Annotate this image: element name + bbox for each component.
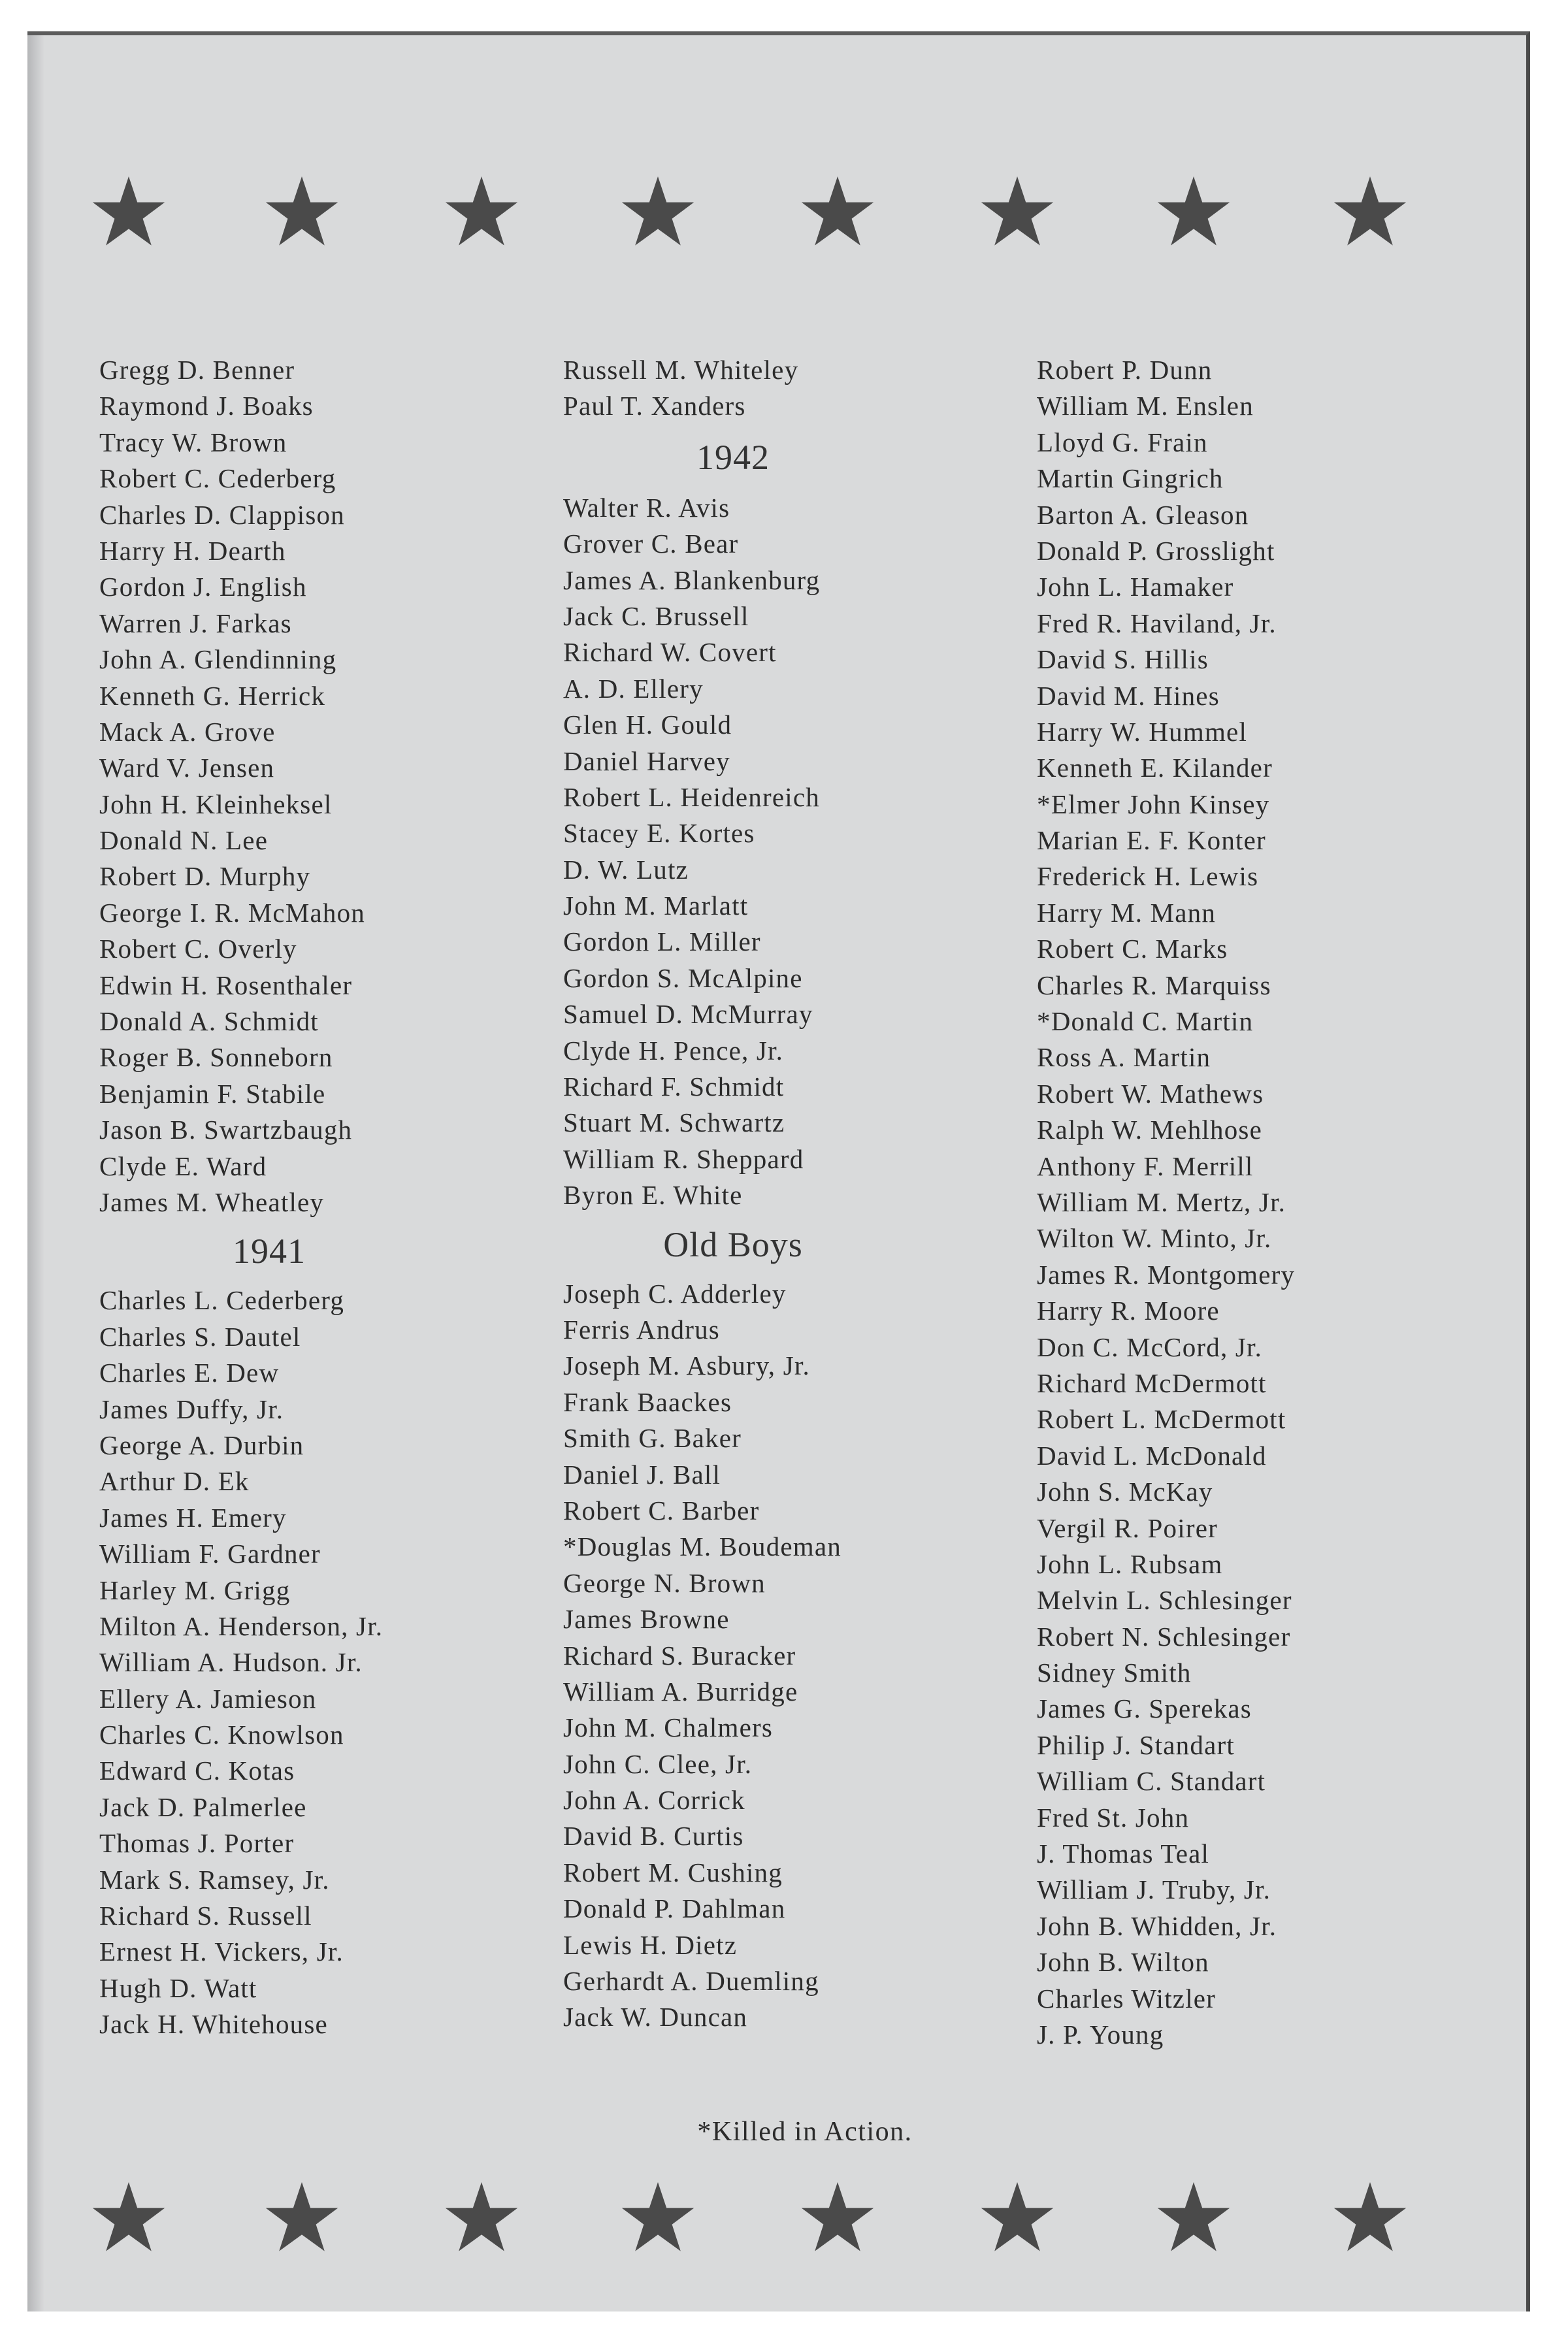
star-icon <box>263 2178 341 2257</box>
star-icon <box>442 2178 521 2257</box>
list-item: Ralph W. Mehlhose <box>1037 1115 1262 1145</box>
list-item: John A. Glendinning <box>99 644 337 675</box>
list-item: Melvin L. Schlesinger <box>1037 1585 1292 1616</box>
list-item: George I. R. McMahon <box>99 897 365 928</box>
list-item: John M. Marlatt <box>563 890 749 921</box>
star-row-bottom <box>27 2178 1530 2263</box>
list-item: Robert D. Murphy <box>99 861 311 892</box>
list-item: James Browne <box>563 1604 730 1635</box>
list-item: Philip J. Standart <box>1037 1729 1235 1760</box>
list-item: Harley M. Grigg <box>99 1575 291 1605</box>
list-item: Ross A. Martin <box>1037 1042 1211 1073</box>
list-item: Daniel J. Ball <box>563 1459 721 1490</box>
list-item: D. W. Lutz <box>563 854 689 885</box>
list-item: *Elmer John Kinsey <box>1037 789 1270 819</box>
list-item: John S. McKay <box>1037 1477 1213 1507</box>
list-item: Donald P. Dahlman <box>563 1893 786 1924</box>
list-item: Richard F. Schmidt <box>563 1071 785 1102</box>
list-item: Thomas J. Porter <box>99 1828 295 1859</box>
list-item: J. Thomas Teal <box>1037 1838 1210 1869</box>
list-item: John C. Clee, Jr. <box>563 1748 753 1779</box>
list-item: Tracy W. Brown <box>99 427 287 457</box>
list-item: Anthony F. Merrill <box>1037 1151 1254 1181</box>
list-item: Robert L. Heidenreich <box>563 781 820 812</box>
list-item: Vergil R. Poirer <box>1037 1512 1218 1543</box>
star-icon <box>90 2178 168 2257</box>
list-item: John B. Whidden, Jr. <box>1037 1910 1277 1941</box>
year-heading-1942: 1942 <box>696 437 770 477</box>
list-item: Robert C. Marks <box>1037 934 1228 964</box>
star-icon <box>1331 2178 1409 2257</box>
list-item: Don C. McCord, Jr. <box>1037 1331 1263 1362</box>
list-item: Wilton W. Minto, Jr. <box>1037 1223 1272 1254</box>
list-item: Glen H. Gould <box>563 710 732 740</box>
list-item: Harry R. Moore <box>1037 1296 1220 1326</box>
list-item: Gerhardt A. Duemling <box>563 1966 819 1997</box>
list-item: William F. Gardner <box>99 1539 321 1569</box>
name-list-col1-top <box>99 352 557 1220</box>
list-item: J. P. Young <box>1037 2019 1164 2050</box>
list-item: Mark S. Ramsey, Jr. <box>99 1864 330 1895</box>
list-item: Lloyd G. Frain <box>1037 427 1208 457</box>
list-item: Clyde H. Pence, Jr. <box>563 1035 784 1066</box>
list-item: Ernest H. Vickers, Jr. <box>99 1936 344 1967</box>
list-item: John B. Wilton <box>1037 1947 1209 1978</box>
list-item: Donald A. Schmidt <box>99 1006 319 1037</box>
list-item: Robert L. McDermott <box>1037 1404 1286 1435</box>
list-item: Ward V. Jensen <box>99 753 275 783</box>
list-item: Sidney Smith <box>1037 1658 1192 1688</box>
star-icon <box>798 2178 877 2257</box>
list-item: Richard McDermott <box>1037 1367 1267 1398</box>
list-item: John L. Rubsam <box>1037 1548 1223 1579</box>
list-item: James A. Blankenburg <box>563 564 821 595</box>
list-item: William A. Burridge <box>563 1676 798 1707</box>
list-item: Robert N. Schlesinger <box>1037 1621 1291 1652</box>
list-item: George N. Brown <box>563 1567 766 1598</box>
list-item: Stacey E. Kortes <box>563 818 755 849</box>
list-item: George A. Durbin <box>99 1429 304 1460</box>
list-item: Joseph M. Asbury, Jr. <box>563 1350 810 1381</box>
footnote-killed-in-action: *Killed in Action. <box>697 2117 913 2147</box>
list-item: Frank Baackes <box>563 1386 732 1417</box>
list-item: Daniel Harvey <box>563 745 730 776</box>
list-item: Joseph C. Adderley <box>563 1278 787 1309</box>
list-item: Charles Witzler <box>1037 1983 1217 2014</box>
list-item: William A. Hudson. Jr. <box>99 1647 363 1678</box>
list-item: Charles L. Cederberg <box>99 1285 345 1316</box>
list-item: Raymond J. Boaks <box>99 391 314 421</box>
list-item: A. D. Ellery <box>563 673 704 704</box>
name-list-col2-top <box>563 352 1021 425</box>
list-item: Harry M. Mann <box>1037 897 1217 928</box>
list-item: Gordon J. English <box>99 572 307 602</box>
list-item: Jack H. Whitehouse <box>99 2009 328 2040</box>
list-item: Charles S. Dautel <box>99 1321 301 1352</box>
list-item: Warren J. Farkas <box>99 608 292 638</box>
list-item: David B. Curtis <box>563 1821 744 1852</box>
name-list-col3 <box>1037 352 1494 2053</box>
list-item: Jason B. Swartzbaugh <box>99 1115 353 1145</box>
list-item: Barton A. Gleason <box>1037 499 1249 530</box>
list-item: Robert P. Dunn <box>1037 355 1213 385</box>
list-item: Mack A. Grove <box>99 716 276 747</box>
page <box>27 31 1530 2311</box>
list-item: James H. Emery <box>99 1502 287 1533</box>
column-2 <box>563 352 1021 2036</box>
list-item: Harry W. Hummel <box>1037 716 1248 747</box>
star-icon <box>1331 172 1409 251</box>
column-3 <box>1037 352 1494 2053</box>
list-item: Fred R. Haviland, Jr. <box>1037 608 1277 638</box>
list-item: Byron E. White <box>563 1180 743 1211</box>
list-item: Jack C. Brussell <box>563 600 749 631</box>
column-1 <box>99 352 557 2043</box>
list-item: John L. Hamaker <box>1037 572 1234 602</box>
heading-old-boys: Old Boys <box>663 1224 803 1264</box>
list-item: Robert W. Mathews <box>1037 1078 1264 1109</box>
star-row-top <box>27 172 1530 257</box>
star-icon <box>263 172 341 251</box>
star-icon <box>798 172 877 251</box>
list-item: Donald P. Grosslight <box>1037 535 1275 566</box>
list-item: Arthur D. Ek <box>99 1466 250 1497</box>
list-item: James Duffy, Jr. <box>99 1394 284 1424</box>
list-item: James R. Montgomery <box>1037 1259 1296 1290</box>
list-item: Samuel D. McMurray <box>563 999 813 1030</box>
list-item: Charles D. Clappison <box>99 499 345 530</box>
list-item: Benjamin F. Stabile <box>99 1078 326 1109</box>
list-item: Richard S. Russell <box>99 1901 312 1931</box>
list-item: Robert C. Overly <box>99 934 297 964</box>
name-list-1941 <box>99 1282 557 2042</box>
list-item: Ellery A. Jamieson <box>99 1683 317 1714</box>
star-icon <box>442 172 521 251</box>
list-item: David M. Hines <box>1037 680 1220 711</box>
list-item: Charles C. Knowlson <box>99 1720 344 1750</box>
list-item: Grover C. Bear <box>563 529 739 559</box>
list-item: Stuart M. Schwartz <box>563 1107 785 1138</box>
list-item: William M. Mertz, Jr. <box>1037 1186 1286 1217</box>
list-item: Gregg D. Benner <box>99 355 295 385</box>
list-item: Roger B. Sonneborn <box>99 1042 333 1073</box>
list-item: Harry H. Dearth <box>99 535 286 566</box>
list-item: Jack W. Duncan <box>563 2002 748 2033</box>
list-item: Walter R. Avis <box>563 492 730 523</box>
list-item: James G. Sperekas <box>1037 1693 1252 1724</box>
star-icon <box>978 172 1056 251</box>
list-item: Paul T. Xanders <box>563 391 746 421</box>
list-item: William J. Truby, Jr. <box>1037 1874 1271 1905</box>
star-icon <box>978 2178 1056 2257</box>
list-item: Russell M. Whiteley <box>563 355 799 385</box>
year-heading-1941: 1941 <box>233 1232 306 1271</box>
list-item: William C. Standart <box>1037 1766 1266 1797</box>
list-item: Donald N. Lee <box>99 825 269 856</box>
list-item: Marian E. F. Konter <box>1037 825 1266 856</box>
list-item: Jack D. Palmerlee <box>99 1791 307 1822</box>
list-item: Ferris Andrus <box>563 1314 720 1345</box>
star-icon <box>1154 172 1233 251</box>
list-item: David L. McDonald <box>1037 1440 1267 1471</box>
list-item: Kenneth G. Herrick <box>99 680 326 711</box>
list-item: Gordon S. McAlpine <box>563 962 803 993</box>
list-item: Richard S. Buracker <box>563 1640 796 1671</box>
star-icon <box>90 172 168 251</box>
list-item: John M. Chalmers <box>563 1712 773 1743</box>
list-item: Milton A. Henderson, Jr. <box>99 1610 384 1641</box>
list-item: Martin Gingrich <box>1037 463 1224 494</box>
list-item: Clyde E. Ward <box>99 1151 267 1181</box>
list-item: Robert C. Cederberg <box>99 463 336 494</box>
list-item: Gordon L. Miller <box>563 926 761 957</box>
list-item: *Donald C. Martin <box>1037 1006 1254 1037</box>
list-item: James M. Wheatley <box>99 1186 325 1217</box>
list-item: Richard W. Covert <box>563 637 777 668</box>
list-item: William R. Sheppard <box>563 1143 804 1174</box>
list-item: Charles E. Dew <box>99 1358 280 1388</box>
list-item: William M. Enslen <box>1037 391 1254 421</box>
list-item: Lewis H. Dietz <box>563 1929 738 1960</box>
name-list-1942 <box>563 490 1021 1214</box>
list-item: Edward C. Kotas <box>99 1756 295 1786</box>
list-item: *Douglas M. Boudeman <box>563 1531 841 1562</box>
star-icon <box>619 172 697 251</box>
list-item: Robert C. Barber <box>563 1495 760 1526</box>
list-item: David S. Hillis <box>1037 644 1209 675</box>
star-icon <box>619 2178 697 2257</box>
list-item: Smith G. Baker <box>563 1423 742 1454</box>
list-item: Hugh D. Watt <box>99 1972 257 2003</box>
page-edge-shadow <box>27 35 44 2311</box>
list-item: John A. Corrick <box>563 1785 745 1816</box>
list-item: Robert M. Cushing <box>563 1857 783 1887</box>
list-item: Fred St. John <box>1037 1802 1190 1833</box>
list-item: Kenneth E. Kilander <box>1037 753 1273 783</box>
list-item: John H. Kleinheksel <box>99 789 333 819</box>
list-item: Charles R. Marquiss <box>1037 970 1271 1000</box>
list-item: Frederick H. Lewis <box>1037 861 1259 892</box>
name-list-old-boys <box>563 1276 1021 2036</box>
star-icon <box>1154 2178 1233 2257</box>
list-item: Edwin H. Rosenthaler <box>99 970 353 1000</box>
